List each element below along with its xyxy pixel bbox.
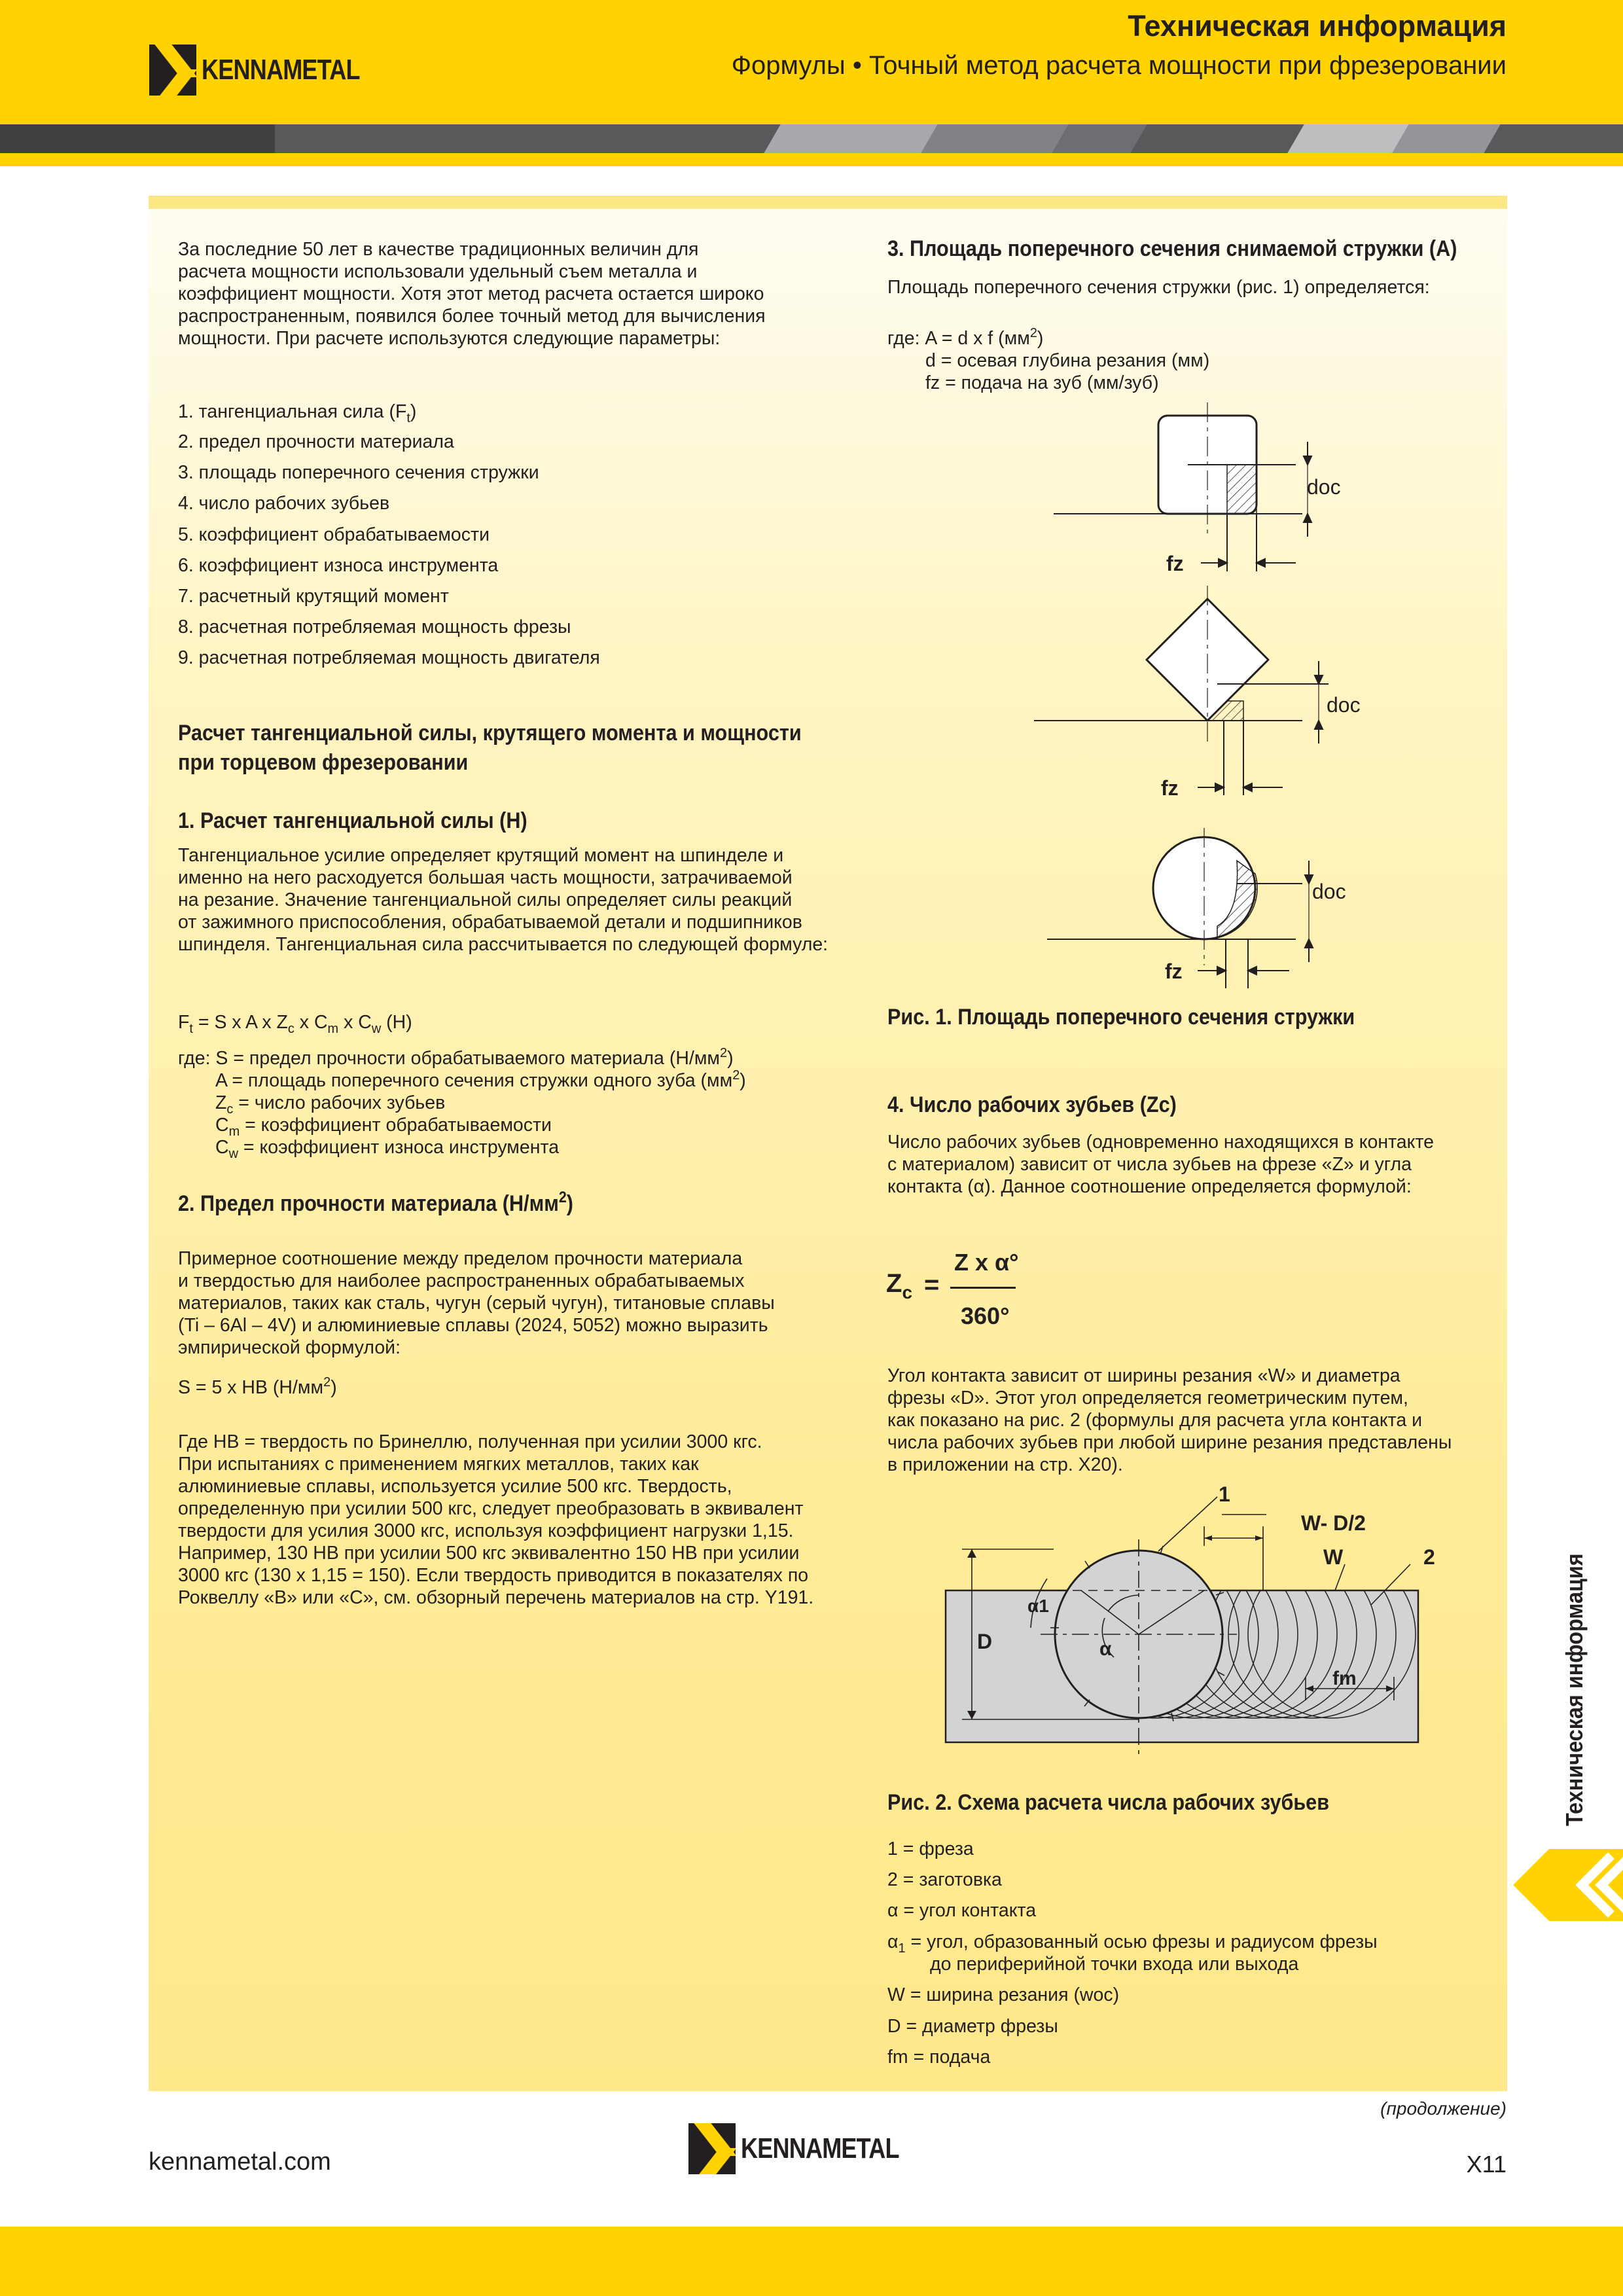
- section4-paragraph: Число рабочих зубьев (одновременно находящихся в контакте с материалом) зависит от числа зубьев на фрезе «Z» и угла контакта (α). Данное соотношение определяется формулой:: [887, 1132, 1435, 1197]
- section1-paragraph: Тангенциальное усилие определяет крутящий момент на шпинделе и именно на него расходуется большая часть мощности, затрачиваемой на резание. Значение тангенциальной силы определяет силы реакций от зажимного приспособления, обрабатываемой детали и подшипников шпинделя. Тангенциальная сила рассчитывается по следующей формуле:: [178, 845, 829, 955]
- legend-item: W = ширина резания (woc): [887, 1984, 1120, 2005]
- fig2-label-wd2: W- D/2: [1301, 1511, 1366, 1535]
- legend-item: fm = подача: [887, 2047, 991, 2068]
- footer-bar: [0, 2227, 1623, 2296]
- legend-item: 1 = фреза: [887, 1839, 974, 1859]
- legend-item: $\alpha_1$ = угол, образованный осью фрезы и радиусом фрезы: [887, 1931, 1378, 1956]
- page-number: X11: [1466, 2151, 1507, 2178]
- list-item: 3. площадь поперечного сечения стружки: [178, 462, 539, 483]
- fig1-fz-label-3: fz: [1165, 960, 1183, 983]
- section3-where-3: fz = подача на зуб (мм/зуб): [925, 372, 1159, 393]
- tangential-force-formula: $F_t = S$ x A x $Z_c$ x $C_m$ x $C_w$ (Н): [178, 1012, 412, 1036]
- list-item: 2. предел прочности материала: [178, 431, 454, 452]
- legend-item: D = диаметр фрезы: [887, 2016, 1058, 2037]
- fig1-doc-label-2: doc: [1327, 693, 1361, 717]
- list-item: 8. расчетная потребляемая мощность фрезы: [178, 617, 571, 637]
- fraction-bar: [950, 1287, 1016, 1289]
- continued-note: (продолжение): [1380, 2098, 1507, 2119]
- header-stripe: [0, 124, 1623, 153]
- fig2-label-1: 1: [1219, 1482, 1230, 1506]
- legend-item: α = угол контакта: [887, 1900, 1037, 1921]
- header-title: Техническая информация: [1128, 9, 1507, 43]
- legend-item: 2 = заготовка: [887, 1869, 1002, 1890]
- face-milling-heading: Расчет тангенциальной силы, крутящего момента и мощности при торцевом фрезеровании: [178, 721, 802, 775]
- fig2-label-alpha1: α1: [1027, 1596, 1049, 1616]
- logo-wordmark: KENNAMETAL: [202, 54, 360, 86]
- legend-item-continued: до периферийной точки входа или выхода: [930, 1954, 1299, 1975]
- list-item: 5. коэффициент обрабатываемости: [178, 524, 490, 545]
- figure-2-engaged-teeth: [942, 1480, 1466, 1755]
- section3-heading: 3. Площадь поперечного сечения снимаемой стружки (A): [887, 236, 1457, 261]
- kennametal-logo-footer: [688, 2123, 934, 2174]
- section2-paragraph: Примерное соотношение между пределом прочности материала и твердостью для наиболее распространенных обрабатываемых материалов, таких как сталь, чугун (серый чугун), титановые сплавы (Ti – 6Al – 4V) и алюминиевые сплавы (2024, 5052) можно выразить эмпирической формулой:: [178, 1248, 775, 1358]
- section4-heading: 4. Число рабочих зубьев (Zc): [887, 1092, 1177, 1117]
- panel-top-border: [149, 196, 1507, 209]
- fig2-label-w: W: [1323, 1545, 1344, 1569]
- section2-paragraph-2: Где HB = твердость по Бринеллю, полученная при усилии 3000 кгс. При испытаниях с применением мягких металлов, таких как алюминиевые сплавы, используется усилие 500 кгс. Твердость, определенную при усилии 500 кгс, следует преобразовать в эквивалент твердости для усилия 3000 кгс, используя коэффициент нагрузки 1,15. Например, 130 HB при усилии 500 кгс эквивалентно 150 HB при усилии 3000 кгс (130 x 1,15 = 150). Если твердость приводится в показателях по Роквеллу «B» или «C», см. обзорный перечень материалов на стр. Y191.: [178, 1431, 814, 1608]
- section2-heading: 2. Предел прочности материала $(Н/мм^2)$: [178, 1188, 573, 1216]
- section3-intro: Площадь поперечного сечения стружки (рис. 1) определяется:: [887, 277, 1430, 298]
- strength-formula: S = 5 x HB $(Н/мм^2)$: [178, 1375, 337, 1398]
- section1-heading: 1. Расчет тангенциальной силы (Н): [178, 808, 527, 833]
- intro-paragraph: За последние 50 лет в качестве традиционных величин для расчета мощности использовали удельный съем металла и коэффициент мощности. Хотя этот метод расчета остается широко распространенным, появился более точный метод для вычисления мощности. При расчете используются следующие параметры:: [178, 239, 766, 349]
- section3-where-2: d = осевая глубина резания (мм): [925, 350, 1210, 371]
- kennametal-logo-header: [149, 45, 395, 96]
- chevron-tab-icon: [1513, 1849, 1623, 1921]
- fig1-doc-label-1: doc: [1307, 475, 1341, 499]
- header-subtitle: Формулы • Точный метод расчета мощности при фрезеровании: [731, 51, 1507, 80]
- list-item: 9. расчетная потребляемая мощность двигателя: [178, 647, 600, 668]
- fig2-label-d: D: [977, 1630, 993, 1653]
- logo-wordmark: KENNAMETAL: [741, 2132, 899, 2164]
- section4-paragraph-2: Угол контакта зависит от ширины резания «W» и диаметра фрезы «D». Этот угол определяется геометрическим путем, как показано на рис. 2 (формулы для расчета угла контакта и числа рабочих зубьев при любой ширине резания представлены в приложении на стр. X20).: [887, 1365, 1452, 1475]
- fig1-doc-label-3: doc: [1312, 880, 1346, 903]
- fig2-label-alpha: α: [1099, 1638, 1112, 1660]
- section3-where-1: где: A = d x f $(мм^2)$: [887, 326, 1044, 349]
- list-item: 4. число рабочих зубьев: [178, 493, 390, 514]
- figure-2-caption: Рис. 2. Схема расчета числа рабочих зубьев: [887, 1790, 1330, 1815]
- figure-1-chip-area: [1021, 403, 1387, 995]
- fig1-fz-label-2: fz: [1161, 776, 1179, 800]
- footer-url[interactable]: kennametal.com: [149, 2148, 331, 2176]
- list-item: 1. тангенциальная сила $(F_t)$: [178, 401, 417, 425]
- header-yellow-line: [0, 153, 1623, 166]
- fig2-label-2: 2: [1423, 1545, 1435, 1569]
- kennametal-mark-icon: [688, 2123, 736, 2174]
- list-item: 6. коэффициент износа инструмента: [178, 555, 499, 576]
- figure-1-caption: Рис. 1. Площадь поперечного сечения стружки: [887, 1005, 1355, 1030]
- fig2-label-fm: fm: [1332, 1668, 1357, 1689]
- list-item: 7. расчетный крутящий момент: [178, 586, 449, 607]
- fig1-fz-label-1: fz: [1166, 552, 1184, 575]
- kennametal-mark-icon: [149, 45, 196, 96]
